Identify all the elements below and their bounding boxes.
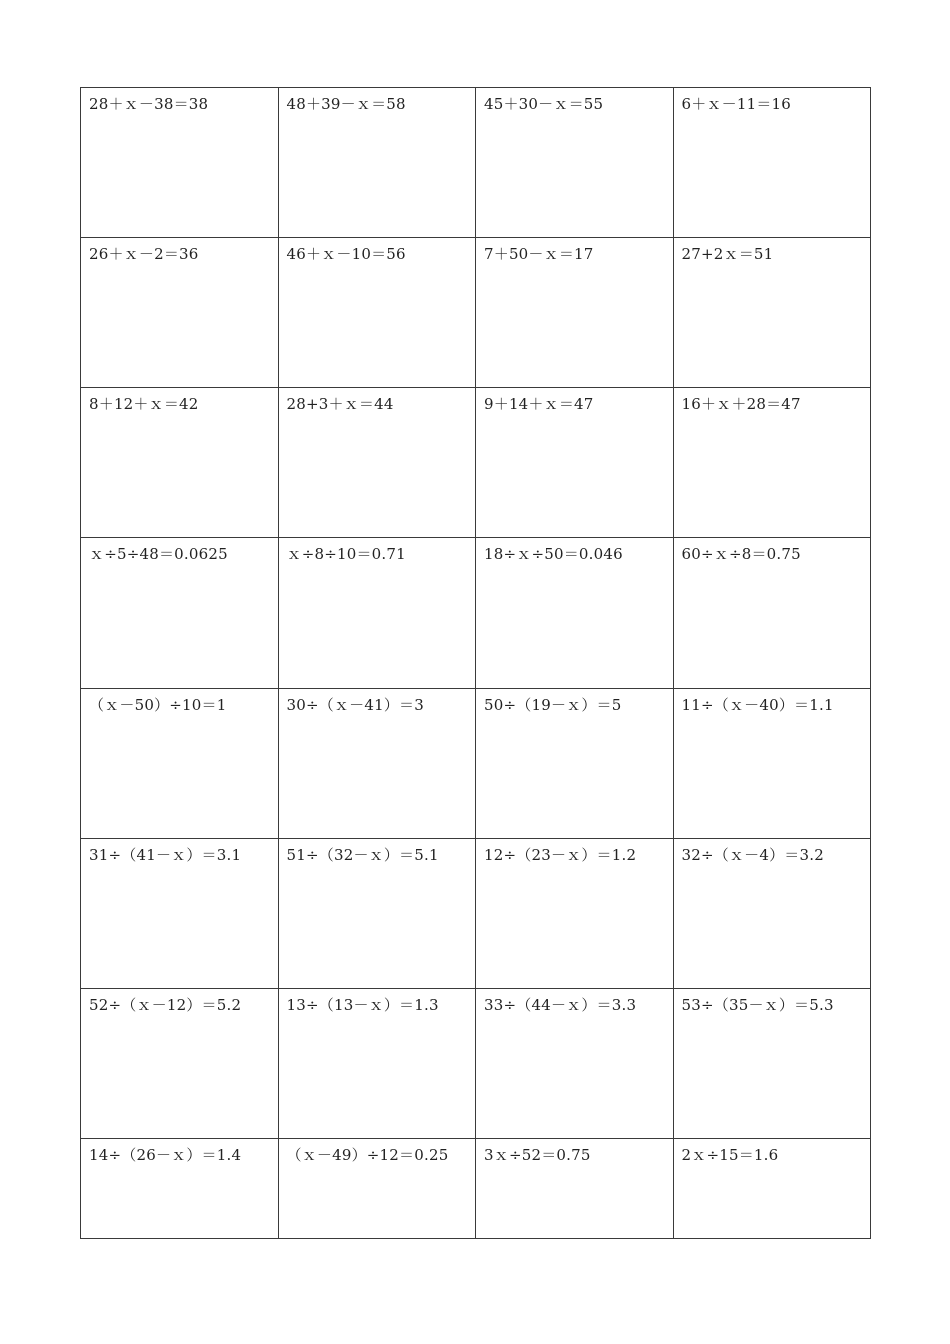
equation-cell [278,688,476,838]
equation-text: 28+3＋ｘ＝44 [286,395,394,414]
equation-text: 12÷（23－ｘ）＝1.2 [484,845,637,864]
equation-text: （ｘ－49）÷12＝0.25 [286,1145,449,1164]
equation-text: 14÷（26－ｘ）＝1.4 [89,1145,242,1164]
equation-text: 11÷（ｘ－40）＝1.1 [681,695,834,714]
equation-text: 60÷ｘ÷8＝0.75 [681,545,801,564]
equation-text: （ｘ－50）÷10＝1 [89,695,227,714]
equation-text: 18÷ｘ÷50＝0.046 [484,545,623,564]
equation-worksheet-grid [80,87,871,1239]
equation-cell [81,988,279,1138]
equation-cell [81,1138,279,1238]
worksheet-row-2 [81,238,871,388]
equation-text: 16＋ｘ＋28＝47 [681,395,801,414]
equation-text: 33÷（44－ｘ）＝3.3 [484,995,637,1014]
worksheet-row-8 [81,1138,871,1238]
equation-text: 53÷（35－ｘ）＝5.3 [681,995,834,1014]
equation-cell [81,88,279,238]
equation-text: 30÷（ｘ－41）＝3 [286,695,424,714]
equation-cell [278,538,476,688]
equation-text: 26＋ｘ－2＝36 [89,245,199,264]
equation-text: 32÷（ｘ－4）＝3.2 [681,845,824,864]
equation-cell [476,1138,674,1238]
worksheet-row-7 [81,988,871,1138]
equation-text: 51÷（32－ｘ）＝5.1 [286,845,439,864]
equation-cell [81,838,279,988]
equation-cell [476,238,674,388]
equation-cell [81,238,279,388]
equation-cell [673,88,871,238]
equation-cell [278,838,476,988]
equation-cell [476,88,674,238]
equation-cell [673,238,871,388]
equation-cell [673,988,871,1138]
equation-text: 45＋30－ｘ＝55 [484,95,604,113]
equation-cell [476,688,674,838]
equation-text: 8＋12＋ｘ＝42 [89,395,199,414]
worksheet-row-6 [81,838,871,988]
equation-cell [673,538,871,688]
equation-cell [278,88,476,238]
equation-text: 6＋ｘ－11＝16 [681,95,792,113]
equation-text: 31÷（41－ｘ）＝3.1 [89,845,242,864]
equation-cell [278,1138,476,1238]
equation-cell [673,838,871,988]
equation-text: 50÷（19－ｘ）＝5 [484,695,622,714]
equation-cell [673,388,871,538]
worksheet-row-1 [81,88,871,238]
equation-text: 27+2ｘ＝51 [681,245,774,264]
worksheet-row-4 [81,538,871,688]
equation-text: 46＋ｘ－10＝56 [286,245,406,264]
equation-text: 52÷（ｘ－12）＝5.2 [89,995,242,1014]
equation-text: 9＋14＋ｘ＝47 [484,395,594,414]
worksheet-row-3 [81,388,871,538]
equation-text: 48＋39－ｘ＝58 [286,95,406,113]
equation-text: 2ｘ÷15＝1.6 [681,1145,779,1164]
equation-cell [673,688,871,838]
equation-cell [81,688,279,838]
equation-text: 3ｘ÷52＝0.75 [484,1145,591,1164]
equation-text: ｘ÷5÷48＝0.0625 [89,545,228,564]
equation-text: 7＋50－ｘ＝17 [484,245,594,264]
equation-text: 13÷（13－ｘ）＝1.3 [286,995,439,1014]
equation-cell [278,238,476,388]
equation-cell [476,988,674,1138]
equation-cell [476,838,674,988]
equation-cell [476,388,674,538]
equation-text: 28＋ｘ－38＝38 [89,95,209,113]
equation-cell [673,1138,871,1238]
equation-cell [278,988,476,1138]
equation-cell [81,538,279,688]
worksheet-row-5 [81,688,871,838]
equation-cell [278,388,476,538]
equation-cell [476,538,674,688]
equation-text: ｘ÷8÷10＝0.71 [286,545,406,564]
equation-cell [81,388,279,538]
